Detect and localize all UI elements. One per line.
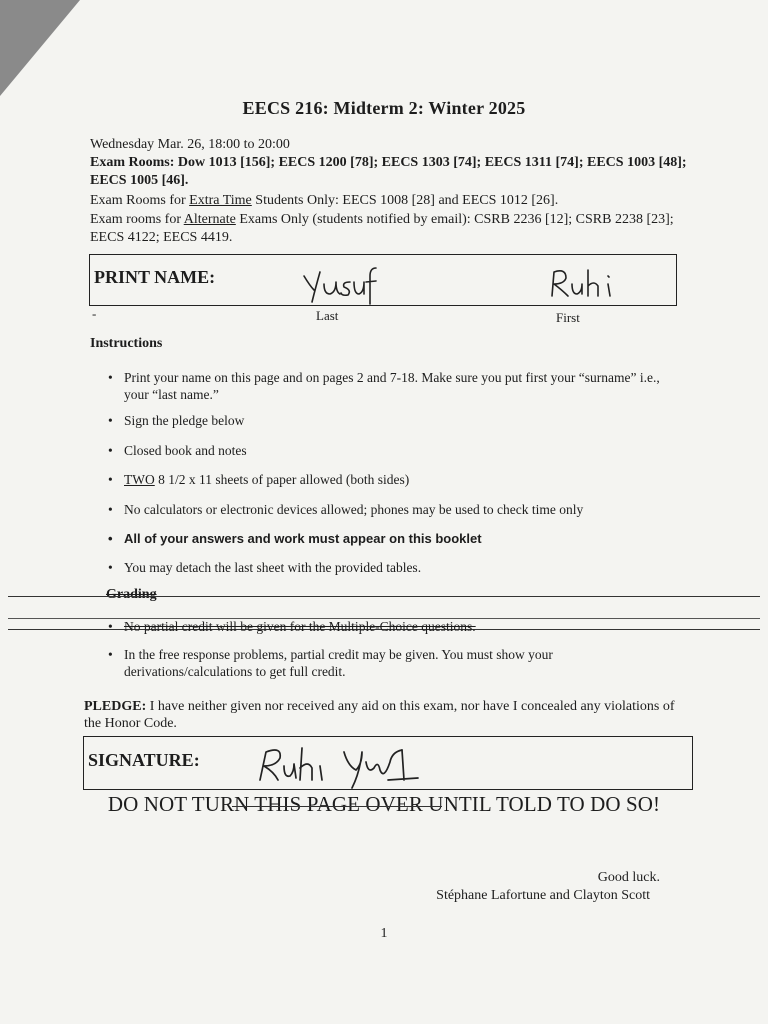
- last-name-caption: Last: [316, 308, 339, 323]
- handwritten-last-name: [300, 262, 380, 308]
- signature-label: SIGNATURE:: [88, 750, 200, 770]
- strike-mark: [232, 806, 442, 807]
- instruction-item: • Closed book and notes: [102, 442, 684, 459]
- dash-mark: -: [92, 306, 97, 321]
- handwritten-first-name: [548, 266, 624, 304]
- pledge-label: PLEDGE:: [84, 699, 147, 714]
- pledge-statement: PLEDGE: I have neither given nor received any aid on this exam, nor have I concealed any violations of the Honor Code.: [84, 699, 675, 731]
- grading-item: • No partial credit will be given for the Multiple-Choice questions.: [102, 618, 684, 635]
- first-name-caption: First: [556, 310, 580, 325]
- instruction-item: • Print your name on this page and on pages 2 and 7-18. Make sure you put first your “surname” i.e., your “last name.”: [102, 369, 684, 403]
- print-name-label: PRINT NAME:: [94, 267, 216, 287]
- instruction-item: • No calculators or electronic devices allowed; phones may be used to check time only: [102, 501, 684, 518]
- extra-time-rooms: Exam Rooms for Extra Time Students Only: EECS 1008 [28] and EECS 1012 [26].: [90, 193, 559, 208]
- scan-line: [8, 596, 760, 597]
- extra-time-term: Extra Time: [189, 193, 252, 208]
- good-luck: Good luck.: [597, 870, 660, 885]
- grading-heading: Grading: [106, 587, 157, 602]
- alternate-rooms: Exam rooms for Alternate Exams Only (students notified by email): CSRB 2236 [12]; CSRB 2238 [23]; EECS 4122; EECS 4419.: [90, 212, 674, 245]
- page-number: 1: [380, 926, 388, 941]
- two-sheets-term: TWO: [124, 472, 155, 487]
- exam-rooms: Exam Rooms: Dow 1013 [156]; EECS 1200 [78]; EECS 1303 [74]; EECS 1311 [74]; EECS 1003 [48]; EECS 1005 [46].: [90, 155, 687, 188]
- instructions-heading: Instructions: [90, 336, 163, 351]
- instruction-item: • TWO 8 1/2 x 11 sheets of paper allowed (both sides): [102, 471, 684, 488]
- authors: Stéphane Lafortune and Clayton Scott: [436, 888, 650, 903]
- date-line: Wednesday Mar. 26, 18:00 to 20:00: [90, 137, 290, 152]
- grading-item: • In the free response problems, partial credit may be given. You must show your derivations/calculations to get full credit.: [102, 646, 684, 680]
- instruction-item-bold: • All of your answers and work must appear on this booklet: [102, 530, 684, 547]
- scan-corner-shadow: [0, 0, 80, 96]
- instruction-item: • Sign the pledge below: [102, 412, 684, 429]
- do-not-turn-warning: DO NOT TURN THIS PAGE OVER UNTIL TOLD TO DO SO!: [107, 792, 661, 816]
- instruction-item: • You may detach the last sheet with the provided tables.: [102, 559, 684, 576]
- page-title: EECS 216: Midterm 2: Winter 2025: [242, 98, 526, 118]
- alternate-term: Alternate: [183, 212, 236, 227]
- handwritten-signature: [252, 740, 432, 792]
